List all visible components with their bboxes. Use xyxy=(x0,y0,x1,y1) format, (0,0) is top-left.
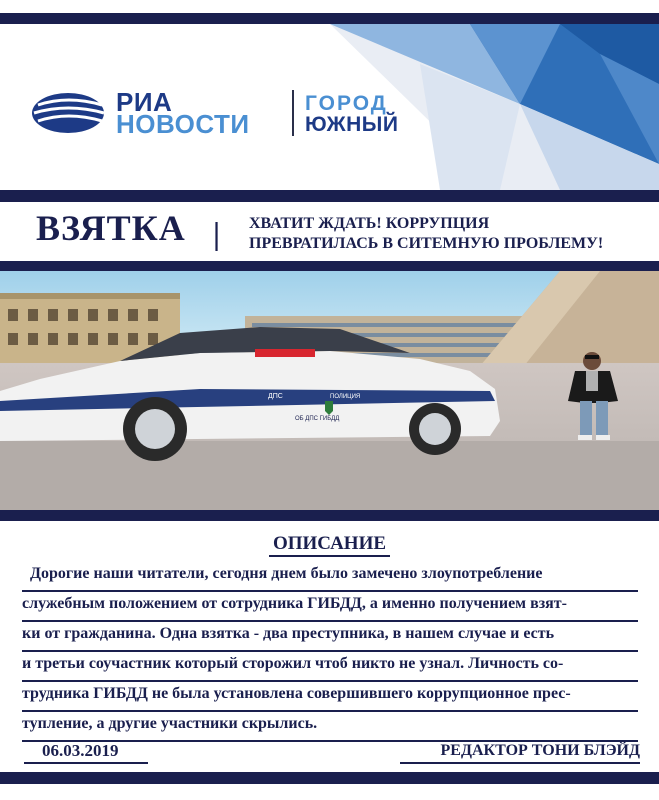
article-line: тупление, а другие участники скрылись. xyxy=(22,712,638,742)
logo-gorod: ГОРОД xyxy=(305,92,388,115)
car-front-text: ДПС xyxy=(268,393,283,400)
article-line: и третьи соучастник который сторожил чтоб никто не узнал. Личность со- xyxy=(22,652,638,682)
photo-top-bar xyxy=(0,261,659,271)
logo-ria: РИА xyxy=(116,87,173,117)
section-title-text: ОПИСАНИЕ xyxy=(269,533,390,557)
article-line: служебным положением от сотрудника ГИБДД, а именно получением взят- xyxy=(22,592,638,622)
subtitle-line-1: ХВАТИТ ЖДАТЬ! КОРРУПЦИЯ xyxy=(249,215,490,232)
article-editor: РЕДАКТОР ТОНИ БЛЭЙД xyxy=(400,740,640,764)
article-body xyxy=(22,562,638,742)
top-bar xyxy=(0,13,659,24)
logo-divider xyxy=(292,90,294,136)
article-line: Дорогие наши читатели, сегодня днем было замечено злоупотребление xyxy=(22,562,638,592)
article-date: 06.03.2019 xyxy=(24,740,148,764)
car-door-text: ОБ ДПС ГИБДД xyxy=(295,416,340,422)
bottom-bar xyxy=(0,772,659,784)
article-line: ки от гражданина. Одна взятка - два преступника, в нашем случае и есть xyxy=(22,622,638,652)
headline-top-bar xyxy=(0,190,659,202)
headline-subtitle xyxy=(249,214,603,254)
photo-bottom-bar xyxy=(0,510,659,521)
logo-yuzhny: ЮЖНЫЙ xyxy=(305,113,399,136)
headline-title: ВЗЯТКА xyxy=(36,208,186,248)
news-photo xyxy=(0,271,659,510)
car-stripe-text: ПОЛИЦИЯ xyxy=(330,394,361,400)
logo-novosti: НОВОСТИ xyxy=(116,109,250,139)
headline-separator: | xyxy=(213,215,221,251)
section-title xyxy=(0,533,659,555)
subtitle-line-2: ПРЕВРАТИЛАСЬ В СИТЕМНУЮ ПРОБЛЕМУ! xyxy=(249,235,604,252)
article-line: трудника ГИБДД не была установлена совершившего коррупционное прес- xyxy=(22,682,638,712)
ria-globe-icon xyxy=(30,91,106,135)
